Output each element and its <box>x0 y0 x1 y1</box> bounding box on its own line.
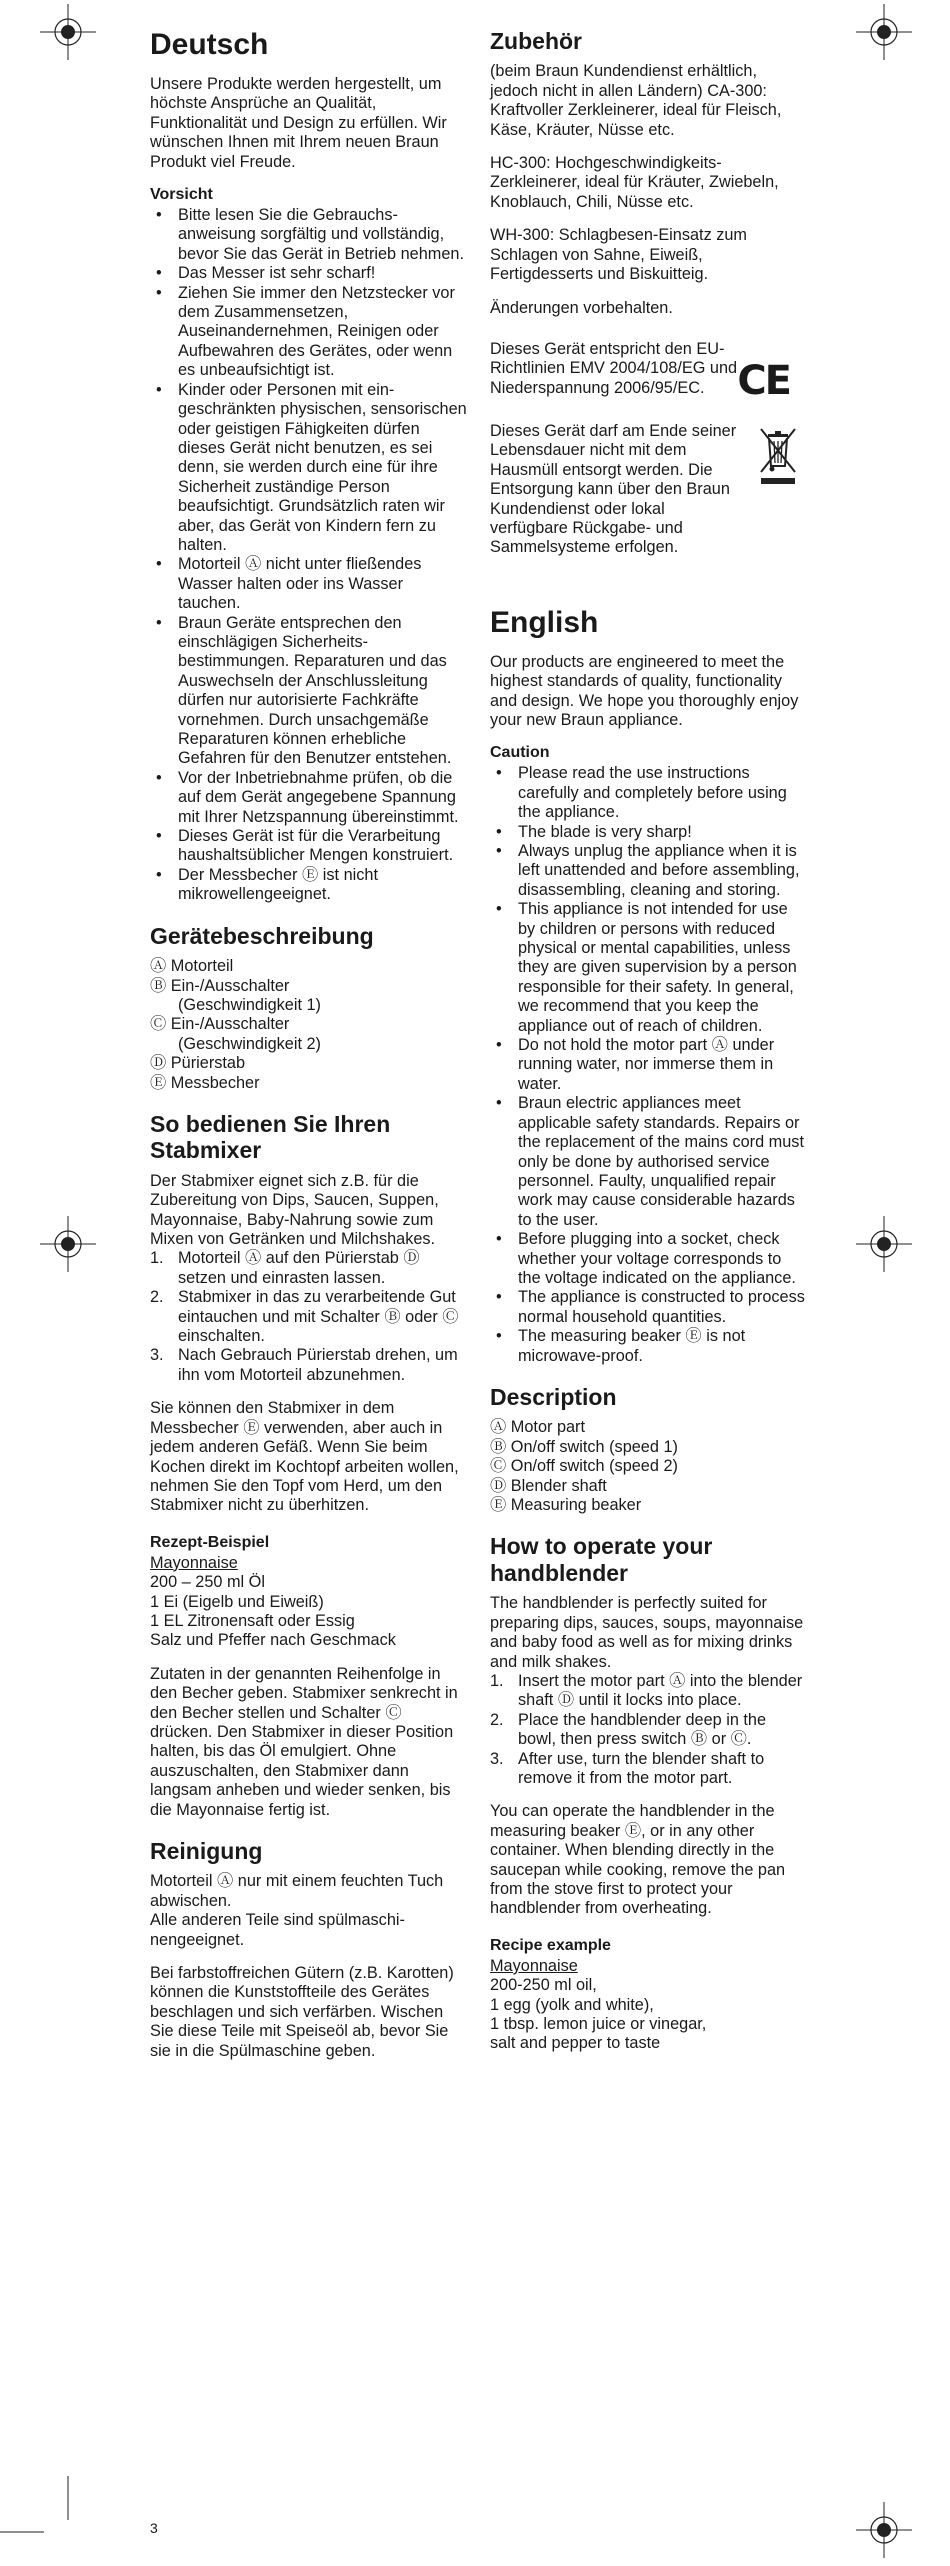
english-intro: Our products are engineered to meet the highest standards of quality, functionality and design. We hope you thoroughly enjoy your new Braun appliance. <box>490 652 799 729</box>
list-item: Salz und Pfeffer nach Geschmack <box>150 1631 396 1650</box>
german-title: Deutsch <box>150 28 269 61</box>
german-operate-intro: Der Stabmixer eignet sich z.B. für die Zubereitung von Dips, Saucen, Suppen, Mayonnaise, Baby-Nahrung sowie zum Mixen von Getränken und Milchshakes. <box>150 1171 439 1249</box>
registration-mark-top-right <box>856 4 912 60</box>
german-recipe-method: Zutaten in der genannten Reihenfolge in den Becher geben. Stabmixer senkrecht in den Becher stellen und Schalter Ⓒ drücken. Den Stabmixer in dieser Position halten, bis das Öl emulgiert. Ohne auszuschalten, den Stabmixer dann langsam anheben und wieder senken, bis die Mayonnaise fertig ist. <box>150 1664 458 1819</box>
german-recipe-heading: Rezept-Beispiel <box>150 1533 270 1551</box>
disposal-notice <box>490 422 808 558</box>
ce-compliance <box>490 340 808 404</box>
list-item: • Das Messer ist sehr scharf! <box>150 264 468 283</box>
list-item: • Braun electric appliances meet applicable safety standards. Repairs or the replacement of the mains cord must only be done by authorised service personnel. Faulty, unqualified repair work may cause considerable hazards to the user. <box>490 1094 808 1230</box>
list-item: 200 – 250 ml Öl <box>150 1573 265 1592</box>
german-description-heading: Gerätebeschreibung <box>150 922 374 949</box>
list-item: 200-250 ml oil, <box>490 1976 597 1995</box>
german-operate-note: Sie können den Stabmixer in dem Messbecher Ⓔ verwenden, aber auch in jedem anderen Gefäß. Wenn Sie beim Kochen direkt im Kochtopf arbeiten wollen, nehmen Sie den Topf vom Herd, um den Stabmixer nicht zu überhitzen. <box>150 1399 459 1515</box>
english-recipe-name: Mayonnaise <box>490 1956 578 1975</box>
english-operate-intro: The handblender is perfectly suited for preparing dips, sauces, soups, mayonnaise and baby food as well as for mixing drinks and milk shakes. <box>490 1594 804 1671</box>
german-cleaning-text-1: Motorteil Ⓐ nur mit einem feuchten Tuch abwischen. <box>150 1872 444 1910</box>
registration-mark-top-left <box>40 4 96 60</box>
english-description-list <box>490 1418 808 1515</box>
list-item: Ⓐ Motor part <box>490 1418 586 1437</box>
english-caution-list <box>490 764 808 1366</box>
list-item: (Geschwindigkeit 1) <box>178 995 321 1014</box>
list-item: • Vor der Inbetriebnahme prüfen, ob die auf dem Gerät angegebene Spannung mit Ihrer Netzspannung übereinstimmt. <box>150 769 468 827</box>
list-item: Ⓔ Measuring beaker <box>490 1496 642 1515</box>
list-item: Ⓒ On/off switch (speed 2) <box>490 1457 678 1476</box>
list-item: salt and pepper to taste <box>490 2034 661 2053</box>
english-steps <box>490 1672 808 1788</box>
list-item: • Before plugging into a socket, check whether your voltage corresponds to the voltage indicated on the appliance. <box>490 1230 808 1288</box>
list-item: • The appliance is constructed to process normal household quantities. <box>490 1288 808 1327</box>
english-caution-heading: Caution <box>490 744 550 762</box>
list-item: 1. Insert the motor part Ⓐ into the blender shaft Ⓓ until it locks into place. <box>490 1671 803 1710</box>
german-accessories-wh: WH-300: Schlagbesen-Einsatz zum Schlagen von Sahne, Eiweiß, Fertigdesserts und Biskuitteig. <box>490 226 747 284</box>
german-cleaning-heading: Reinigung <box>150 1838 263 1864</box>
german-caution-list <box>150 206 468 905</box>
list-item: 2. Place the handblender deep in the bowl, then press switch Ⓑ or Ⓒ. <box>490 1710 767 1749</box>
list-item: • The measuring beaker Ⓔ is not microwave-proof. <box>490 1327 808 1366</box>
german-accessories-intro: (beim Braun Kundendienst erhältlich, jedoch nicht in allen Ländern) CA-300: Kraftvoller Zerkleinerer, ideal für Fleisch, Käse, Kräuter, Nüsse etc. <box>490 62 782 139</box>
list-item: • Do not hold the motor part Ⓐ under running water, nor immerse them in water. <box>490 1036 808 1094</box>
ce-text: Dieses Gerät entspricht den EU-Richtlinien EMV 2004/108/EG und Niederspannung 2006/95/EC. <box>490 339 738 397</box>
crossed-bin-icon <box>758 426 798 490</box>
list-item: (Geschwindigkeit 2) <box>178 1034 321 1053</box>
crop-mark-bottom-left <box>0 2476 100 2566</box>
list-item: 1 EL Zitronensaft oder Essig <box>150 1611 355 1630</box>
german-accessories-hc: HC-300: Hochgeschwindigkeits-Zerkleinerer, ideal für Kräuter, Zwiebeln, Knoblauch, Chili, Nüsse etc. <box>490 154 779 211</box>
list-item: Ⓐ Motorteil <box>150 957 234 976</box>
german-cleaning-text-3: Bei farbstoffreichen Gütern (z.B. Karotten) können die Kunststoffteile des Gerätes beschlagen und sich verfärben. Wischen Sie diese Teile mit Speiseöl ab, bevor Sie sie in die Spülmaschine geben. <box>150 1964 454 2060</box>
registration-mark-bottom-right <box>856 2502 912 2558</box>
list-item: • Always unplug the appliance when it is left unattended and before assembling, disassembling, cleaning and storing. <box>490 842 808 900</box>
german-accessories-heading: Zubehör <box>490 28 582 54</box>
list-item: 1 egg (yolk and white), <box>490 1995 654 2014</box>
list-item: 2. Stabmixer in das zu verarbeitende Gut eintauchen und mit Schalter Ⓑ oder Ⓒ einschalten. <box>150 1288 459 1346</box>
german-recipe-name: Mayonnaise <box>150 1553 238 1572</box>
german-operate-heading: So bedienen Sie Ihren Stabmixer <box>150 1110 391 1164</box>
german-caution-heading: Vorsicht <box>150 186 213 204</box>
list-item: • The blade is very sharp! <box>490 823 808 842</box>
list-item: • Dieses Gerät ist für die Verarbeitung haushaltsüblicher Mengen konstruiert. <box>150 827 468 866</box>
list-item: • Bitte lesen Sie die Gebrauchsanweisung sorgfältig und vollständig, bevor Sie das Gerät in Betrieb nehmen. <box>150 206 468 264</box>
english-title: English <box>490 605 599 639</box>
page-number: 3 <box>150 2520 158 2536</box>
list-item: Ⓓ Blender shaft <box>490 1476 607 1495</box>
list-item: 1 Ei (Eigelb und Eiweiß) <box>150 1592 324 1611</box>
german-intro: Unsere Produkte werden hergestellt, um höchste Ansprüche an Qualität, Funktionalität und Design zu erfüllen. Wir wünschen Ihnen mit Ihrem neuen Braun Produkt viel Freude. <box>150 75 447 171</box>
list-item: 3. Nach Gebrauch Pürierstab drehen, um ihn vom Motorteil abzunehmen. <box>150 1346 458 1384</box>
list-item: • Ziehen Sie immer den Netzstecker vor dem Zusammensetzen, Auseinandernehmen, Reinigen oder Aufbewahren des Gerätes, oder wenn es unbeaufsichtigt ist. <box>150 284 468 381</box>
registration-mark-mid-left <box>40 1216 96 1272</box>
list-item: Ⓔ Messbecher <box>150 1073 260 1092</box>
german-changes-note: Änderungen vorbehalten. <box>490 298 673 317</box>
list-item: 3. After use, turn the blender shaft to remove it from the motor part. <box>490 1749 765 1787</box>
list-item: • Please read the use instructions carefully and completely before using the appliance. <box>490 764 808 822</box>
list-item: Ⓑ On/off switch (speed 1) <box>490 1437 678 1456</box>
disposal-text: Dieses Gerät darf am Ende seiner Lebensdauer nicht mit dem Hausmüll entsorgt werden. Die Entsorgung kann über den Braun Kundendienst oder lokal verfügbare Rückgabe- und Sammelsysteme erfolgen. <box>490 421 737 557</box>
ce-mark-icon: CE <box>737 357 790 404</box>
german-steps <box>150 1249 468 1385</box>
list-item: 1. Motorteil Ⓐ auf den Pürierstab Ⓓ setzen und einrasten lassen. <box>150 1249 420 1287</box>
list-item: • Der Messbecher Ⓔ ist nicht mikrowellengeeignet. <box>150 866 468 905</box>
english-recipe-heading: Recipe example <box>490 1936 611 1954</box>
list-item: • Motorteil Ⓐ nicht unter fließendes Wasser halten oder ins Wasser tauchen. <box>150 555 468 613</box>
list-item: 1 tbsp. lemon juice or vinegar, <box>490 2015 707 2034</box>
list-item: • This appliance is not intended for use by children or persons with reduced physical or mental capabilities, unless they are given supervision by a person responsible for their safety. In general, we recommend that you keep the appliance out of reach of children. <box>490 900 808 1036</box>
list-item: • Braun Geräte entsprechen den einschlägigen Sicherheitsbestimmungen. Reparaturen und das Auswechseln der Anschlussleitung dürfen nur autorisierte Fachkräfte vornehmen. Durch unsachgemäße Reparaturen können erhebliche Gefahren für den Benutzer entstehen. <box>150 614 468 769</box>
english-operate-note: You can operate the handblender in the measuring beaker Ⓔ, or in any other container. When blending directly in the saucepan while cooking, remove the pan from the stove first to protect your handblender from overheating. <box>490 1802 786 1918</box>
german-cleaning-text-2: Alle anderen Teile sind spülmaschinengeeignet. <box>150 1911 405 1949</box>
list-item: • Kinder oder Personen mit eingeschränkten physischen, sensorischen oder geistigen Fähigkeiten dürfen dieses Gerät nicht benutzen, es sei denn, sie werden durch eine für ihre Sicherheit zuständige Person beaufsichtigt. Grundsätzlich raten wir aber, das Gerät von Kindern fern zu halten. <box>150 381 468 556</box>
english-operate-heading: How to operate your handblender <box>490 1533 713 1586</box>
list-item: Ⓓ Pürierstab <box>150 1054 246 1073</box>
registration-mark-mid-right <box>856 1216 912 1272</box>
german-column <box>150 28 468 2075</box>
list-item: Ⓒ Ein-/Ausschalter <box>150 1015 290 1034</box>
english-description-heading: Description <box>490 1383 617 1410</box>
right-column <box>490 28 808 2054</box>
list-item: Ⓑ Ein-/Ausschalter <box>150 976 290 995</box>
german-description-list <box>150 957 468 1093</box>
